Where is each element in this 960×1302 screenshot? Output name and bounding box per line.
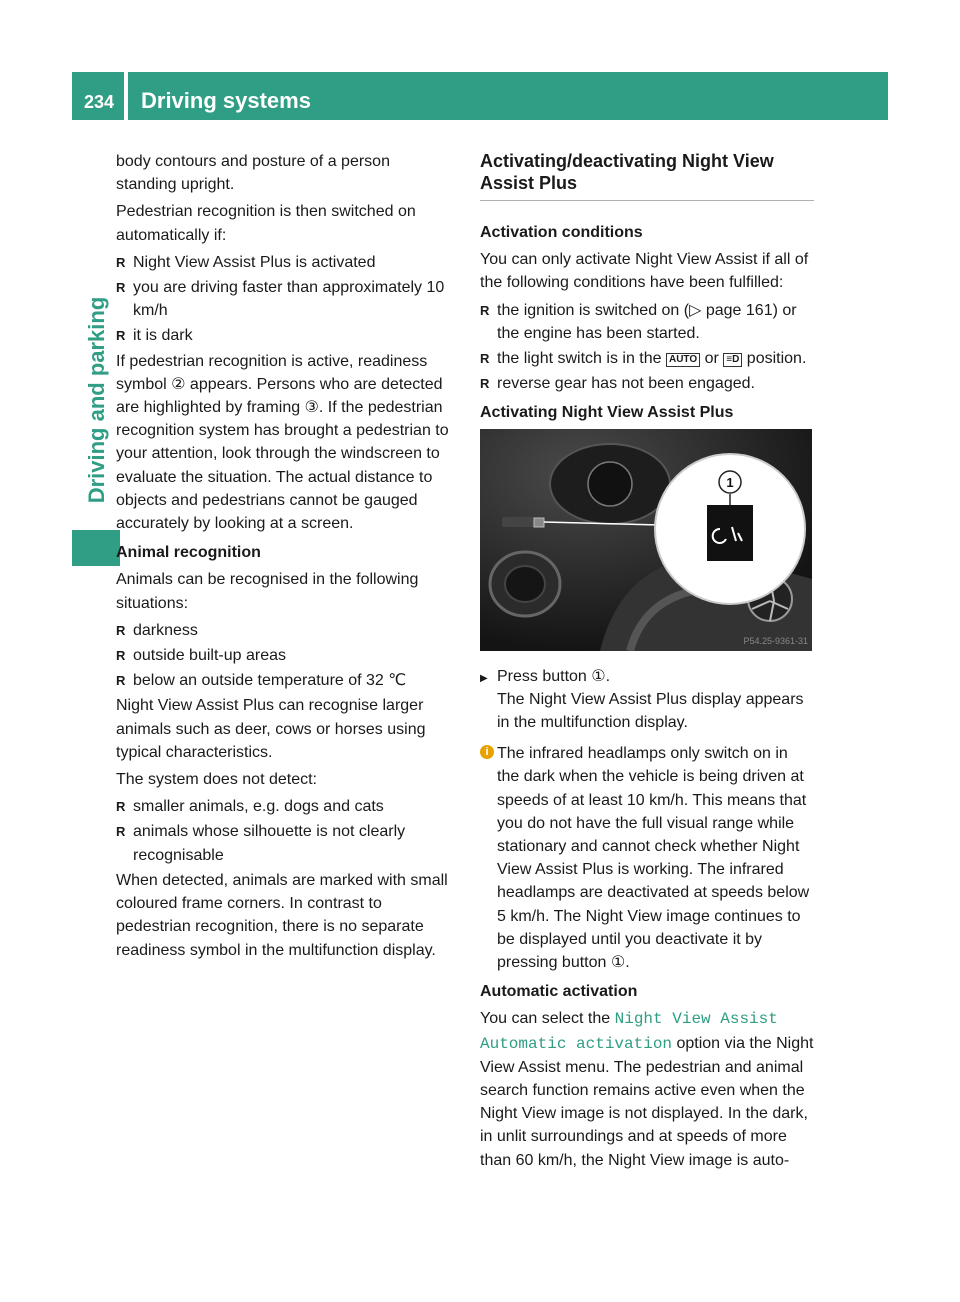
step-text: ▶ Press button ①. bbox=[497, 667, 611, 685]
figure-code: P54.25-9361-31 bbox=[743, 635, 808, 646]
dipped-beam-symbol-icon: ≡D bbox=[723, 353, 742, 367]
list-item: R outside built-up areas bbox=[116, 644, 450, 667]
bullet-list bbox=[480, 299, 814, 396]
paragraph: body contours and posture of a person standing upright. bbox=[116, 153, 390, 194]
bullet-list bbox=[116, 619, 450, 693]
paragraph: Animals can be recognised in the following situations: bbox=[116, 571, 419, 612]
list-item: R Night View Assist Plus is activated bbox=[116, 251, 450, 274]
paragraph bbox=[480, 1007, 814, 1171]
list-item: R it is dark bbox=[116, 324, 450, 347]
menu-option-text: Night View Assist Automatic activation bbox=[480, 1010, 778, 1053]
list-item: R the ignition is switched on (▷ page 161) or the engine has been started. bbox=[480, 299, 814, 345]
paragraph: When detected, animals are marked with small coloured frame corners. In contrast to pedestrian recognition, there is no separate readiness symbol in the multifunction display. bbox=[116, 871, 448, 959]
section-title: Activating/deactivating Night View Assist Plus bbox=[480, 150, 814, 201]
info-icon: i bbox=[480, 745, 494, 759]
list-item: R you are driving faster than approximately 10 km/h bbox=[116, 276, 450, 322]
paragraph: Night View Assist Plus can recognise larger animals such as deer, cows or horses using typical characteristics. bbox=[116, 697, 426, 761]
subheading-animal-recognition: Animal recognition bbox=[116, 544, 261, 562]
subheading-automatic-activation: Automatic activation bbox=[480, 983, 638, 1001]
side-tab-label: Driving and parking bbox=[84, 296, 109, 504]
header-divider bbox=[124, 72, 128, 120]
paragraph: If pedestrian recognition is active, readiness symbol ② appears. Persons who are detected are highlighted by framing ③. If the pedestrian recognition system has brought a pedestrian to your attention, look through the windscreen to evaluate the situation. The actual distance to objects and pedestrians cannot be gauged accurately by looking at a screen. bbox=[116, 352, 449, 533]
left-column bbox=[116, 150, 450, 966]
subheading-activation-conditions: Activation conditions bbox=[480, 224, 643, 241]
paragraph: You can only activate Night View Assist if all of the following conditions have been fulfilled: bbox=[480, 251, 809, 292]
dashboard-figure bbox=[480, 429, 812, 651]
inline-text: You can select the bbox=[480, 1010, 611, 1028]
callout-number: 1 bbox=[726, 474, 734, 490]
bullet-list bbox=[116, 795, 450, 867]
paragraph: Pedestrian recognition is then switched on automatically if: bbox=[116, 203, 416, 244]
chapter-title: Driving systems bbox=[141, 88, 311, 113]
subheading-activating: Activating Night View Assist Plus bbox=[480, 404, 734, 422]
page-number: 234 bbox=[84, 92, 115, 112]
list-item: R animals whose silhouette is not clearly recognisable bbox=[116, 820, 450, 866]
inline-text: position. bbox=[746, 350, 807, 368]
side-tab-marker bbox=[72, 530, 120, 566]
note-text: The infrared headlamps only switch on in the dark when the vehicle is being driven at speeds of at least 10 km/h. This means that you do not have the full visual range while stationary and cannot check whether Night View Assist Plus is working. The infrared headlamps are deactivated at speeds below 5 km/h. The Night View image continues to be displayed until you deactivate it by pressing button ①. bbox=[497, 745, 810, 972]
inline-text: the light switch is in the bbox=[497, 350, 662, 368]
instruction-step bbox=[480, 665, 814, 735]
inline-text: or bbox=[704, 350, 719, 368]
step-result: The Night View Assist Plus display appears in the multifunction display. bbox=[497, 690, 804, 732]
list-item: R below an outside temperature of 32 ℃ bbox=[116, 669, 450, 692]
right-column bbox=[480, 150, 814, 1176]
dashboard-illustration bbox=[480, 429, 812, 651]
list-item: R darkness bbox=[116, 619, 450, 642]
auto-light-symbol-icon: AUTO bbox=[666, 353, 700, 367]
list-item: R reverse gear has not been engaged. bbox=[480, 372, 814, 395]
list-item bbox=[480, 347, 814, 370]
inline-text: option via the Night View Assist menu. The pedestrian and animal search function remains active even when the Night View image is not displayed. In the dark, in unlit surroundings and at speeds of more than 60 km/h, the Night View image is auto- bbox=[480, 1034, 814, 1169]
paragraph: The system does not detect: bbox=[116, 771, 317, 789]
info-note bbox=[480, 742, 814, 974]
list-item: R smaller animals, e.g. dogs and cats bbox=[116, 795, 450, 818]
bullet-list bbox=[116, 251, 450, 348]
